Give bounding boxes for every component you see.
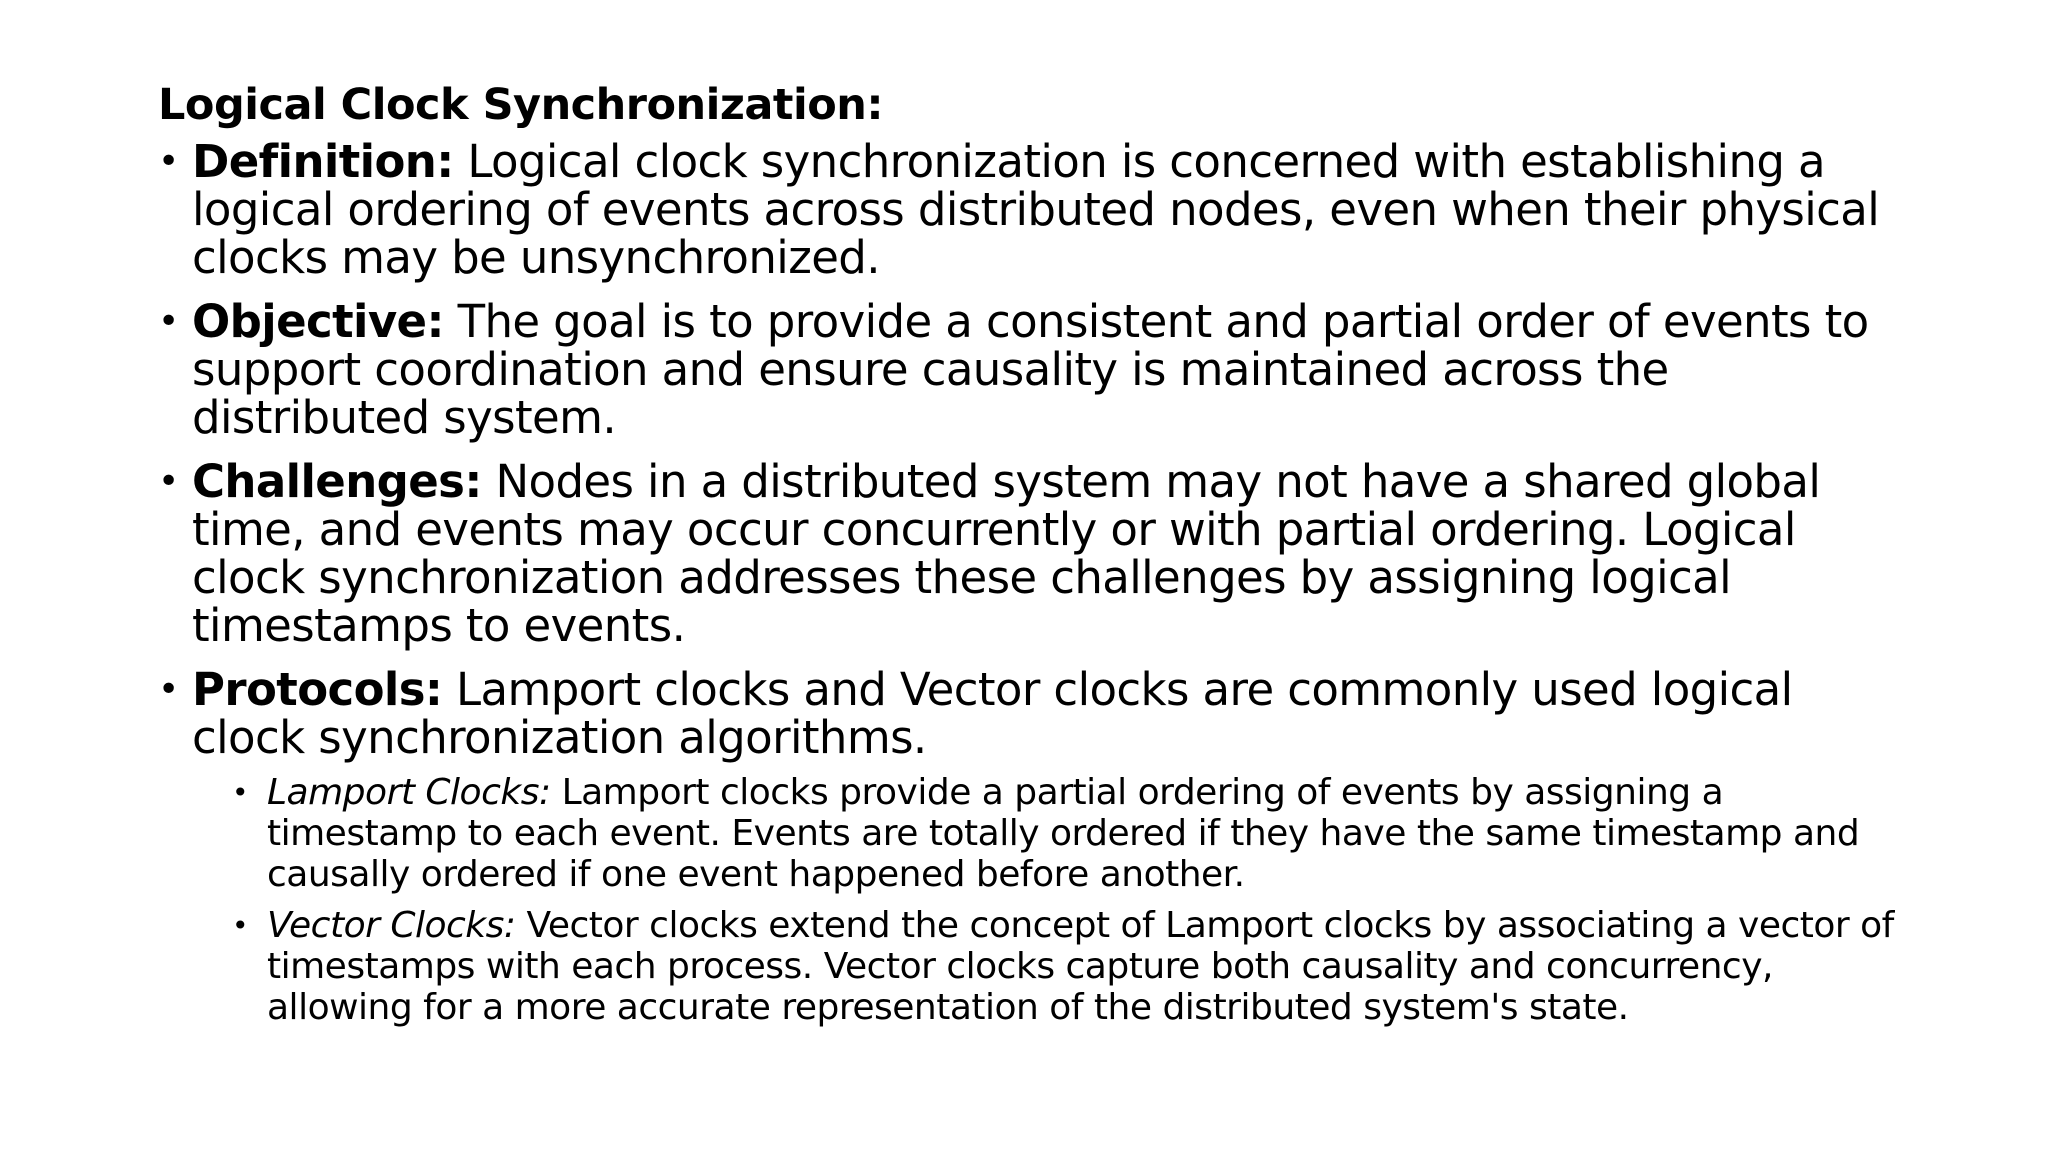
sub-bullet-icon: • [232, 909, 249, 942]
sub-bullet-term: Vector Clocks: [267, 905, 516, 946]
sub-bullet-item-vector [192, 905, 1918, 1028]
bullet-item-challenges [158, 455, 1918, 652]
sub-bullet-list [192, 772, 1918, 1028]
sub-bullet-text: Vector clocks extend the concept of Lamport clocks by associating a vector of timestamps with each process. Vector clocks capture both causality and concurrency, allowing for a more accurate representation of the distributed system's state. [267, 905, 1894, 1028]
bullet-list [158, 135, 1918, 1028]
bullet-text: Nodes in a distributed system may not have a shared global time, and events may occur concurrently or with partial ordering. Logical clock synchronization addresses these challenges by assigning logical timestamps to events. [192, 455, 1821, 652]
sub-bullet-icon: • [232, 776, 249, 809]
bullet-item-protocols [158, 663, 1918, 1028]
bullet-text: The goal is to provide a consistent and partial order of events to support coordination and ensure causality is maintained across the distributed system. [192, 295, 1869, 444]
sub-bullet-term: Lamport Clocks: [267, 772, 551, 813]
bullet-text: Lamport clocks and Vector clocks are commonly used logical clock synchronization algorithms. [192, 663, 1793, 764]
bullet-term: Definition: [192, 135, 454, 188]
bullet-term: Objective: [192, 295, 444, 348]
bullet-icon: • [158, 141, 179, 182]
sub-bullet-text: Lamport clocks provide a partial ordering of events by assigning a timestamp to each event. Events are totally ordered if they have the same timestamp and causally ordered if one event happened before another. [267, 772, 1860, 895]
bullet-icon: • [158, 301, 179, 342]
slide-heading: Logical Clock Synchronization: [158, 80, 884, 130]
slide-content [158, 78, 1918, 1044]
bullet-term: Protocols: [192, 663, 443, 716]
sub-bullet-item-lamport [192, 772, 1918, 895]
bullet-term: Challenges: [192, 455, 482, 508]
bullet-text: Logical clock synchronization is concerned with establishing a logical ordering of events across distributed nodes, even when their physical clocks may be unsynchronized. [192, 135, 1880, 284]
bullet-icon: • [158, 461, 179, 502]
bullet-item-objective [158, 295, 1918, 444]
bullet-item-definition [158, 135, 1918, 284]
bullet-icon: • [158, 669, 179, 710]
